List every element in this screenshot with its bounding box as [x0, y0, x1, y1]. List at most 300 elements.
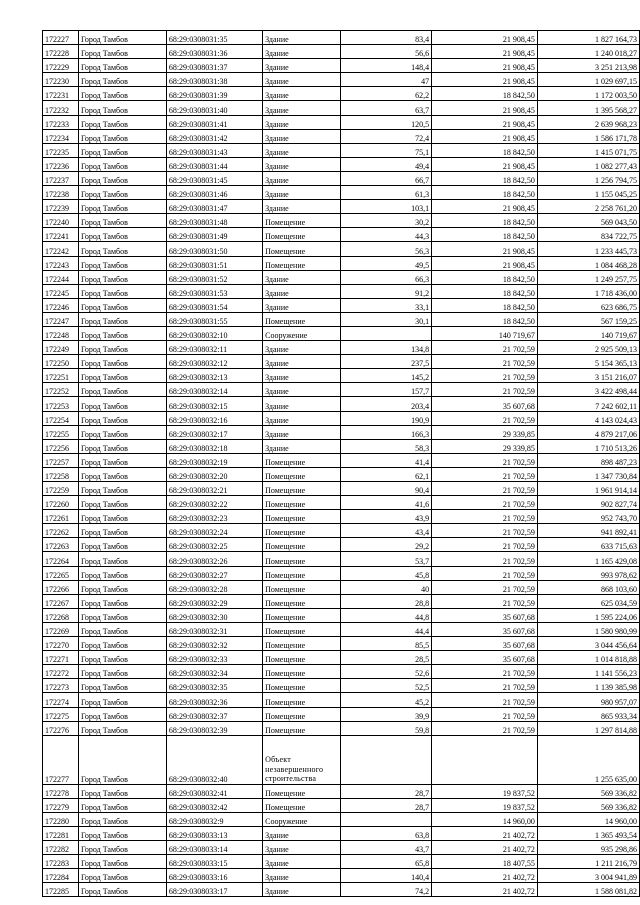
object-type-cell: Здание: [263, 101, 341, 115]
object-type-cell: Здание: [263, 73, 341, 87]
locality-cell: Город Тамбов: [78, 510, 166, 524]
object-type-cell: Здание: [263, 143, 341, 157]
cadastral-value-cell: 1 256 794,75: [537, 171, 639, 185]
area-cell: 75,1: [340, 143, 431, 157]
table-row: [43, 510, 640, 524]
cadastral-number-cell: 68:29:0308031:45: [166, 171, 262, 185]
object-type-cell: Помещение: [263, 228, 341, 242]
cadastral-number-cell: 68:29:0308032:12: [166, 355, 262, 369]
cadastral-value-cell: 1 029 697,15: [537, 73, 639, 87]
cadastral-value-cell: 941 892,41: [537, 524, 639, 538]
area-cell: 28,5: [340, 651, 431, 665]
locality-cell: Город Тамбов: [78, 735, 166, 784]
table-row: [43, 651, 640, 665]
locality-cell: Город Тамбов: [78, 326, 166, 340]
row-number-cell: 172245: [43, 284, 79, 298]
table-row: [43, 467, 640, 481]
cadastral-number-cell: 68:29:0308031:39: [166, 87, 262, 101]
object-type-cell: Помещение: [263, 594, 341, 608]
row-number-cell: 172268: [43, 608, 79, 622]
table-row: [43, 855, 640, 869]
specific-value-cell: 21 908,45: [432, 115, 538, 129]
locality-cell: Город Тамбов: [78, 679, 166, 693]
cadastral-value-cell: 1 595 224,06: [537, 608, 639, 622]
cadastral-number-cell: 68:29:0308033:16: [166, 869, 262, 883]
row-number-cell: 172227: [43, 31, 79, 45]
object-type-cell: Здание: [263, 200, 341, 214]
locality-cell: Город Тамбов: [78, 665, 166, 679]
cadastral-value-cell: 3 004 941,89: [537, 869, 639, 883]
locality-cell: Город Тамбов: [78, 341, 166, 355]
table-row: [43, 341, 640, 355]
specific-value-cell: 35 607,68: [432, 622, 538, 636]
area-cell: 45,2: [340, 693, 431, 707]
specific-value-cell: 21 908,45: [432, 157, 538, 171]
cadastral-value-cell: 7 242 602,11: [537, 397, 639, 411]
area-cell: 157,7: [340, 383, 431, 397]
row-number-cell: 172275: [43, 707, 79, 721]
table-row: [43, 784, 640, 798]
specific-value-cell: 21 702,59: [432, 411, 538, 425]
table-row: [43, 826, 640, 840]
table-row: [43, 538, 640, 552]
table-row: [43, 284, 640, 298]
row-number-cell: 172272: [43, 665, 79, 679]
locality-cell: Город Тамбов: [78, 256, 166, 270]
row-number-cell: 172231: [43, 87, 79, 101]
locality-cell: Город Тамбов: [78, 482, 166, 496]
object-type-cell: Здание: [263, 59, 341, 73]
area-cell: 62,1: [340, 467, 431, 481]
cadastral-value-cell: 1 082 277,43: [537, 157, 639, 171]
area-cell: 190,9: [340, 411, 431, 425]
cadastral-value-cell: 935 298,86: [537, 841, 639, 855]
row-number-cell: 172242: [43, 242, 79, 256]
cadastral-value-cell: 1 255 635,00: [537, 735, 639, 784]
specific-value-cell: 21 908,45: [432, 200, 538, 214]
table-row: [43, 369, 640, 383]
area-cell: 33,1: [340, 298, 431, 312]
cadastral-number-cell: 68:29:0308032:36: [166, 693, 262, 707]
locality-cell: Город Тамбов: [78, 552, 166, 566]
row-number-cell: 172232: [43, 101, 79, 115]
table-row: [43, 270, 640, 284]
locality-cell: Город Тамбов: [78, 496, 166, 510]
cadastral-value-cell: 1 249 257,75: [537, 270, 639, 284]
row-number-cell: 172230: [43, 73, 79, 87]
locality-cell: Город Тамбов: [78, 186, 166, 200]
specific-value-cell: 35 607,68: [432, 397, 538, 411]
object-type-cell: Здание: [263, 383, 341, 397]
area-cell: 28,8: [340, 594, 431, 608]
specific-value-cell: 21 702,59: [432, 482, 538, 496]
cadastral-number-cell: 68:29:0308031:49: [166, 228, 262, 242]
area-cell: 40: [340, 580, 431, 594]
row-number-cell: 172265: [43, 566, 79, 580]
object-type-cell: Помещение: [263, 214, 341, 228]
locality-cell: Город Тамбов: [78, 228, 166, 242]
table-row: [43, 524, 640, 538]
specific-value-cell: 21 702,59: [432, 467, 538, 481]
object-type-cell: Здание: [263, 855, 341, 869]
area-cell: 52,5: [340, 679, 431, 693]
object-type-cell: Здание: [263, 31, 341, 45]
cadastral-value-cell: 569 043,50: [537, 214, 639, 228]
object-type-cell: Здание: [263, 157, 341, 171]
row-number-cell: 172285: [43, 883, 79, 897]
specific-value-cell: 140 719,67: [432, 326, 538, 340]
cadastral-value-cell: 1 240 018,27: [537, 45, 639, 59]
cadastral-value-table: [42, 30, 640, 897]
table-row: [43, 482, 640, 496]
object-type-cell: Здание: [263, 841, 341, 855]
cadastral-number-cell: 68:29:0308032:19: [166, 453, 262, 467]
object-type-cell: Помещение: [263, 467, 341, 481]
cadastral-value-cell: 865 933,34: [537, 707, 639, 721]
object-type-cell: Здание: [263, 369, 341, 383]
area-cell: 45,8: [340, 566, 431, 580]
object-type-cell: Помещение: [263, 256, 341, 270]
locality-cell: Город Тамбов: [78, 453, 166, 467]
row-number-cell: 172271: [43, 651, 79, 665]
row-number-cell: 172250: [43, 355, 79, 369]
object-type-cell: Здание: [263, 115, 341, 129]
cadastral-number-cell: 68:29:0308032:25: [166, 538, 262, 552]
cadastral-number-cell: 68:29:0308031:46: [166, 186, 262, 200]
locality-cell: Город Тамбов: [78, 31, 166, 45]
locality-cell: Город Тамбов: [78, 798, 166, 812]
object-type-cell: Здание: [263, 284, 341, 298]
cadastral-value-cell: 4 879 217,06: [537, 425, 639, 439]
locality-cell: Город Тамбов: [78, 312, 166, 326]
table-row: [43, 637, 640, 651]
locality-cell: Город Тамбов: [78, 467, 166, 481]
table-row: [43, 143, 640, 157]
table-row: [43, 101, 640, 115]
row-number-cell: 172276: [43, 721, 79, 735]
cadastral-number-cell: 68:29:0308031:55: [166, 312, 262, 326]
object-type-cell: Здание: [263, 411, 341, 425]
specific-value-cell: 21 702,59: [432, 496, 538, 510]
area-cell: 52,6: [340, 665, 431, 679]
table-row: [43, 841, 640, 855]
specific-value-cell: 29 339,85: [432, 439, 538, 453]
table-row: [43, 679, 640, 693]
table-row: [43, 186, 640, 200]
object-type-cell: Здание: [263, 45, 341, 59]
table-row: [43, 411, 640, 425]
specific-value-cell: 21 908,45: [432, 59, 538, 73]
locality-cell: Город Тамбов: [78, 637, 166, 651]
cadastral-value-cell: 623 686,75: [537, 298, 639, 312]
cadastral-number-cell: 68:29:0308033:13: [166, 826, 262, 840]
row-number-cell: 172255: [43, 425, 79, 439]
object-type-cell: Сооружение: [263, 326, 341, 340]
cadastral-value-cell: 980 957,07: [537, 693, 639, 707]
row-number-cell: 172269: [43, 622, 79, 636]
cadastral-value-cell: 1 347 730,84: [537, 467, 639, 481]
cadastral-number-cell: 68:29:0308031:51: [166, 256, 262, 270]
table-row: [43, 73, 640, 87]
cadastral-value-cell: 625 034,59: [537, 594, 639, 608]
specific-value-cell: 21 402,72: [432, 841, 538, 855]
specific-value-cell: 21 702,59: [432, 538, 538, 552]
locality-cell: Город Тамбов: [78, 826, 166, 840]
cadastral-value-cell: 3 251 213,98: [537, 59, 639, 73]
object-type-cell: Помещение: [263, 496, 341, 510]
area-cell: 43,9: [340, 510, 431, 524]
row-number-cell: 172248: [43, 326, 79, 340]
area-cell: 66,7: [340, 171, 431, 185]
specific-value-cell: 29 339,85: [432, 425, 538, 439]
locality-cell: Город Тамбов: [78, 115, 166, 129]
area-cell: 30,2: [340, 214, 431, 228]
cadastral-value-cell: 14 960,00: [537, 812, 639, 826]
area-cell: 145,2: [340, 369, 431, 383]
row-number-cell: 172277: [43, 735, 79, 784]
specific-value-cell: 18 842,50: [432, 228, 538, 242]
specific-value-cell: 19 837,52: [432, 784, 538, 798]
cadastral-number-cell: 68:29:0308032:42: [166, 798, 262, 812]
area-cell: 90,4: [340, 482, 431, 496]
object-type-cell: Здание: [263, 298, 341, 312]
cadastral-value-cell: 1 586 171,78: [537, 129, 639, 143]
specific-value-cell: 14 960,00: [432, 812, 538, 826]
cadastral-value-cell: 1 211 216,79: [537, 855, 639, 869]
table-row: [43, 594, 640, 608]
cadastral-number-cell: 68:29:0308032:28: [166, 580, 262, 594]
row-number-cell: 172249: [43, 341, 79, 355]
table-row: [43, 129, 640, 143]
table-row: [43, 693, 640, 707]
table-row: [43, 326, 640, 340]
area-cell: 91,2: [340, 284, 431, 298]
specific-value-cell: 19 837,52: [432, 798, 538, 812]
row-number-cell: 172229: [43, 59, 79, 73]
object-type-cell: Здание: [263, 87, 341, 101]
locality-cell: Город Тамбов: [78, 883, 166, 897]
object-type-cell: Помещение: [263, 679, 341, 693]
area-cell: 103,1: [340, 200, 431, 214]
cadastral-number-cell: 68:29:0308031:54: [166, 298, 262, 312]
cadastral-number-cell: 68:29:0308032:33: [166, 651, 262, 665]
area-cell: 120,5: [340, 115, 431, 129]
table-row: [43, 425, 640, 439]
row-number-cell: 172280: [43, 812, 79, 826]
cadastral-number-cell: 68:29:0308033:17: [166, 883, 262, 897]
row-number-cell: 172262: [43, 524, 79, 538]
specific-value-cell: 21 908,45: [432, 129, 538, 143]
specific-value-cell: 18 842,50: [432, 87, 538, 101]
cadastral-value-cell: 1 297 814,88: [537, 721, 639, 735]
cadastral-number-cell: 68:29:0308031:47: [166, 200, 262, 214]
cadastral-value-cell: 1 395 568,27: [537, 101, 639, 115]
row-number-cell: 172279: [43, 798, 79, 812]
cadastral-number-cell: 68:29:0308032:20: [166, 467, 262, 481]
area-cell: 44,3: [340, 228, 431, 242]
cadastral-value-cell: 898 487,23: [537, 453, 639, 467]
cadastral-number-cell: 68:29:0308032:34: [166, 665, 262, 679]
cadastral-value-cell: 1 588 081,82: [537, 883, 639, 897]
row-number-cell: 172267: [43, 594, 79, 608]
locality-cell: Город Тамбов: [78, 397, 166, 411]
cadastral-value-cell: 834 722,75: [537, 228, 639, 242]
area-cell: 56,6: [340, 45, 431, 59]
locality-cell: Город Тамбов: [78, 608, 166, 622]
area-cell: 65,8: [340, 855, 431, 869]
locality-cell: Город Тамбов: [78, 59, 166, 73]
row-number-cell: 172263: [43, 538, 79, 552]
area-cell: 28,7: [340, 798, 431, 812]
table-row: [43, 798, 640, 812]
specific-value-cell: 21 702,59: [432, 510, 538, 524]
area-cell: [340, 326, 431, 340]
area-cell: 85,5: [340, 637, 431, 651]
locality-cell: Город Тамбов: [78, 171, 166, 185]
table-row: [43, 214, 640, 228]
area-cell: 237,5: [340, 355, 431, 369]
locality-cell: Город Тамбов: [78, 439, 166, 453]
object-type-cell: Здание: [263, 171, 341, 185]
row-number-cell: 172236: [43, 157, 79, 171]
cadastral-number-cell: 68:29:0308032:21: [166, 482, 262, 496]
locality-cell: Город Тамбов: [78, 383, 166, 397]
row-number-cell: 172238: [43, 186, 79, 200]
locality-cell: Город Тамбов: [78, 87, 166, 101]
area-cell: 148,4: [340, 59, 431, 73]
cadastral-value-cell: 3 151 216,07: [537, 369, 639, 383]
cadastral-value-cell: 3 422 498,44: [537, 383, 639, 397]
area-cell: 58,3: [340, 439, 431, 453]
row-number-cell: 172270: [43, 637, 79, 651]
table-row: [43, 622, 640, 636]
specific-value-cell: 18 842,50: [432, 143, 538, 157]
specific-value-cell: 35 607,68: [432, 637, 538, 651]
locality-cell: Город Тамбов: [78, 411, 166, 425]
specific-value-cell: 21 908,45: [432, 45, 538, 59]
table-row: [43, 355, 640, 369]
row-number-cell: 172260: [43, 496, 79, 510]
object-type-cell: Объект незавершенного строительства: [263, 735, 341, 784]
cadastral-value-cell: 1 165 429,08: [537, 552, 639, 566]
cadastral-number-cell: 68:29:0308031:36: [166, 45, 262, 59]
table-row: [43, 496, 640, 510]
area-cell: 44,8: [340, 608, 431, 622]
cadastral-number-cell: 68:29:0308031:53: [166, 284, 262, 298]
cadastral-value-cell: 1 139 385,98: [537, 679, 639, 693]
cadastral-number-cell: 68:29:0308031:38: [166, 73, 262, 87]
table-row: [43, 31, 640, 45]
locality-cell: Город Тамбов: [78, 538, 166, 552]
locality-cell: Город Тамбов: [78, 369, 166, 383]
cadastral-value-cell: 1 827 164,73: [537, 31, 639, 45]
cadastral-number-cell: 68:29:0308032:41: [166, 784, 262, 798]
row-number-cell: 172266: [43, 580, 79, 594]
locality-cell: Город Тамбов: [78, 841, 166, 855]
cadastral-number-cell: 68:29:0308032:14: [166, 383, 262, 397]
row-number-cell: 172283: [43, 855, 79, 869]
table-body: [43, 31, 640, 897]
table-row: [43, 608, 640, 622]
object-type-cell: Помещение: [263, 242, 341, 256]
row-number-cell: 172258: [43, 467, 79, 481]
area-cell: [340, 735, 431, 784]
cadastral-value-cell: 569 336,82: [537, 784, 639, 798]
table-row: [43, 453, 640, 467]
cadastral-number-cell: 68:29:0308031:44: [166, 157, 262, 171]
object-type-cell: Помещение: [263, 524, 341, 538]
row-number-cell: 172251: [43, 369, 79, 383]
cadastral-value-cell: 1 014 818,88: [537, 651, 639, 665]
cadastral-number-cell: 68:29:0308032:31: [166, 622, 262, 636]
cadastral-number-cell: 68:29:0308031:42: [166, 129, 262, 143]
specific-value-cell: 35 607,68: [432, 651, 538, 665]
area-cell: 30,1: [340, 312, 431, 326]
row-number-cell: 172228: [43, 45, 79, 59]
specific-value-cell: 21 702,59: [432, 665, 538, 679]
object-type-cell: Помещение: [263, 721, 341, 735]
object-type-cell: Помещение: [263, 651, 341, 665]
cadastral-number-cell: 68:29:0308031:37: [166, 59, 262, 73]
locality-cell: Город Тамбов: [78, 425, 166, 439]
row-number-cell: 172233: [43, 115, 79, 129]
specific-value-cell: 18 842,50: [432, 186, 538, 200]
locality-cell: Город Тамбов: [78, 200, 166, 214]
locality-cell: Город Тамбов: [78, 580, 166, 594]
table-row: [43, 707, 640, 721]
specific-value-cell: 21 702,59: [432, 580, 538, 594]
cadastral-value-cell: 1 710 513,26: [537, 439, 639, 453]
specific-value-cell: 21 402,72: [432, 826, 538, 840]
row-number-cell: 172256: [43, 439, 79, 453]
object-type-cell: Помещение: [263, 608, 341, 622]
cadastral-number-cell: 68:29:0308032:32: [166, 637, 262, 651]
area-cell: 39,9: [340, 707, 431, 721]
cadastral-number-cell: 68:29:0308031:43: [166, 143, 262, 157]
cadastral-number-cell: 68:29:0308031:35: [166, 31, 262, 45]
cadastral-value-cell: 1 718 436,00: [537, 284, 639, 298]
specific-value-cell: 21 908,45: [432, 31, 538, 45]
specific-value-cell: 21 702,59: [432, 679, 538, 693]
locality-cell: Город Тамбов: [78, 594, 166, 608]
row-number-cell: 172282: [43, 841, 79, 855]
specific-value-cell: 21 702,59: [432, 524, 538, 538]
area-cell: 43,7: [340, 841, 431, 855]
row-number-cell: 172284: [43, 869, 79, 883]
area-cell: 56,3: [340, 242, 431, 256]
cadastral-value-cell: 952 743,70: [537, 510, 639, 524]
specific-value-cell: 21 702,59: [432, 721, 538, 735]
cadastral-value-cell: 1 961 914,14: [537, 482, 639, 496]
object-type-cell: Помещение: [263, 784, 341, 798]
cadastral-number-cell: 68:29:0308032:10: [166, 326, 262, 340]
specific-value-cell: 21 702,59: [432, 707, 538, 721]
object-type-cell: Помещение: [263, 538, 341, 552]
row-number-cell: 172243: [43, 256, 79, 270]
cadastral-number-cell: 68:29:0308031:50: [166, 242, 262, 256]
area-cell: 62,2: [340, 87, 431, 101]
cadastral-value-cell: 1 155 045,25: [537, 186, 639, 200]
object-type-cell: Здание: [263, 826, 341, 840]
locality-cell: Город Тамбов: [78, 693, 166, 707]
locality-cell: Город Тамбов: [78, 157, 166, 171]
row-number-cell: 172246: [43, 298, 79, 312]
area-cell: 72,4: [340, 129, 431, 143]
table-row: [43, 45, 640, 59]
area-cell: 44,4: [340, 622, 431, 636]
locality-cell: Город Тамбов: [78, 721, 166, 735]
table-row: [43, 580, 640, 594]
